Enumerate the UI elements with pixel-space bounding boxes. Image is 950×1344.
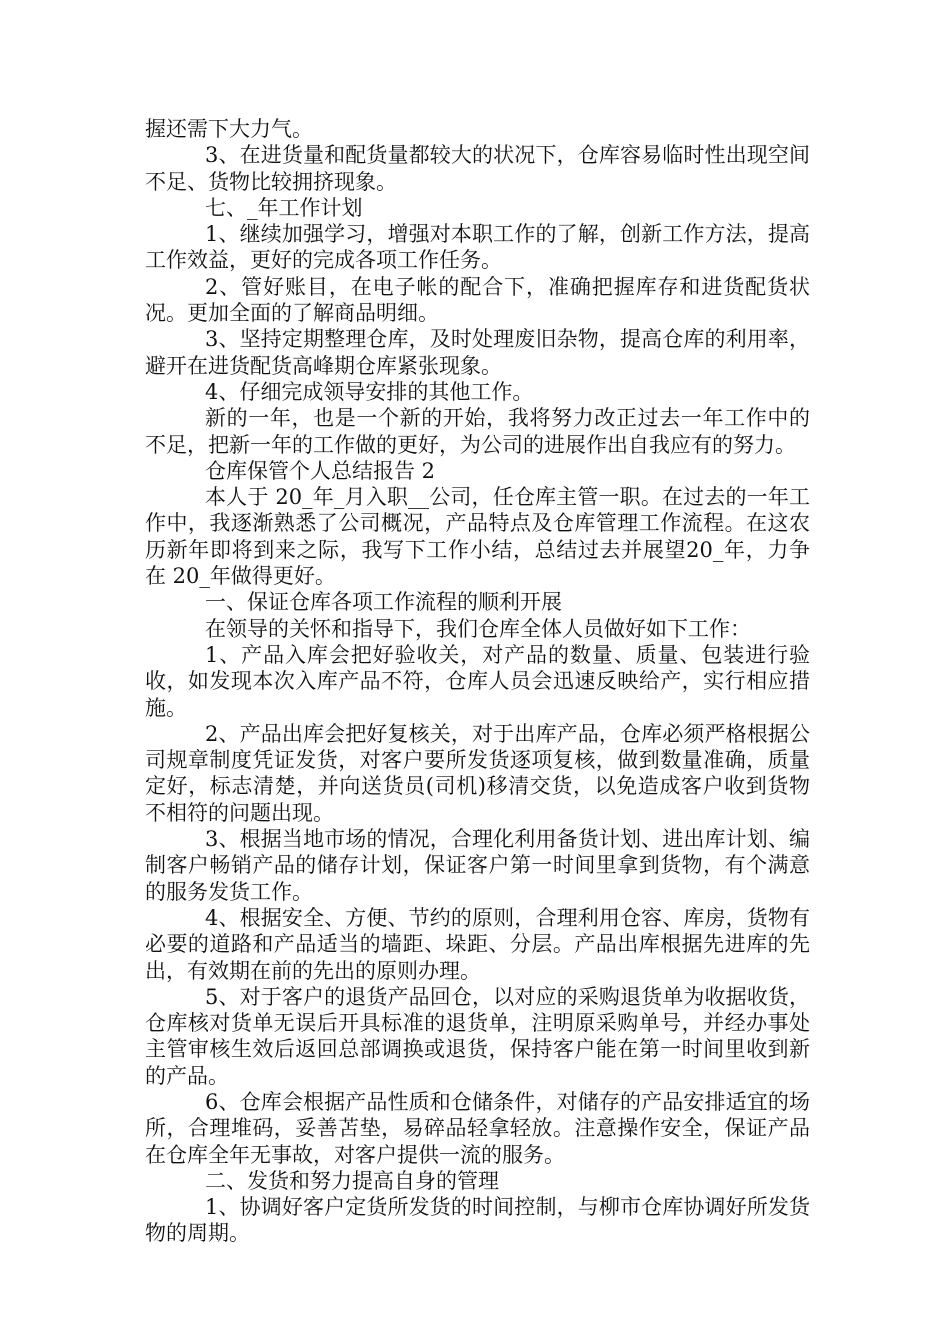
paragraph: 2、管好账目，在电子帐的配合下，准确把握库存和进货配货状况。更加全面的了解商品明细。 [145,274,810,326]
section-heading: 一、保证仓库各项工作流程的顺利开展 [205,590,562,615]
paragraph: 3、根据当地市场的情况，合理化利用备货计划、进出库计划、编制客户畅销产品的储存计划，保证客户第一时间里拿到货物，有个满意的服务发货工作。 [145,827,810,904]
paragraph: 6、仓库会根据产品性质和仓储条件，对储存的产品安排适宜的场所，合理堆码，妥善苫垫，易碎品轻拿轻放。注意操作安全，保证产品在仓库全年无事故，对客户提供一流的服务。 [145,1089,810,1167]
report-title: 仓库保管个人总结报告 2 [205,458,436,483]
paragraph: 3、坚持定期整理仓库，及时处理废旧杂物，提高仓库的利用率，避开在进货配货高峰期仓库紧张现象。 [145,327,810,378]
paragraph: 5、对于客户的退货产品回仓，以对应的采购退货单为收据收货，仓库核对货单无误后开具标准的退货单，注明原采购单号，并经办事处主管审核生效后返回总部调换或退货，保持客户能在第一时间里收到新的产品。 [145,984,810,1088]
paragraph: 新的一年，也是一个新的开始，我将努力改正过去一年工作中的不足，把新一年的工作做的更好，为公司的进展作出自我应有的努力。 [145,406,810,457]
paragraph: 1、协调好客户定货所发货的时间控制，与柳市仓库协调好所发货物的周期。 [145,1195,810,1246]
paragraph: 3、在进货量和配货量都较大的状况下，仓库容易临时性出现空间不足、货物比较拥挤现象。 [145,143,810,194]
section-heading: 二、发货和努力提高自身的管理 [205,1168,499,1193]
paragraph: 1、产品入库会把好验收关，对产品的数量、质量、包装进行验收，如发现本次入库产品不符，仓库人员会迅速反映给产，实行相应措施。 [145,642,810,720]
paragraph: 在领导的关怀和指导下，我们仓库全体人员做好如下工作： [205,616,751,641]
paragraph: 2、产品出库会把好复核关，对于出库产品，仓库必须严格根据公司规章制度凭证发货，对客户要所发货逐项复核，做到数量准确，质量定好，标志清楚，并向送货员(司机)移清交货，以免造成客户收到货物不相符的问题出现。 [145,721,810,825]
paragraph: 4、根据安全、方便、节约的原则，合理利用仓容、库房，货物有必要的道路和产品适当的墙距、垛距、分层。产品出库根据先进库的先出，有效期在前的先出的原则办理。 [145,905,810,983]
paragraph: 4、仔细完成领导安排的其他工作。 [205,379,534,404]
paragraph: 1、继续加强学习，增强对本职工作的了解，创新工作方法，提高工作效益，更好的完成各项工作任务。 [145,222,810,273]
section-heading: 七、_年工作计划 [205,195,363,220]
document-page [145,116,810,1247]
paragraph: 本人于 20_年_月入职__公司，任仓库主管一职。在过去的一年工作中，我逐渐熟悉了公司概况，产品特点及仓库管理工作流程。在这农历新年即将到来之际，我写下工作小结，总结过去并展望20_年，力争在 20_年做得更好。 [145,485,810,589]
paragraph: 握还需下大力气。 [145,117,313,141]
